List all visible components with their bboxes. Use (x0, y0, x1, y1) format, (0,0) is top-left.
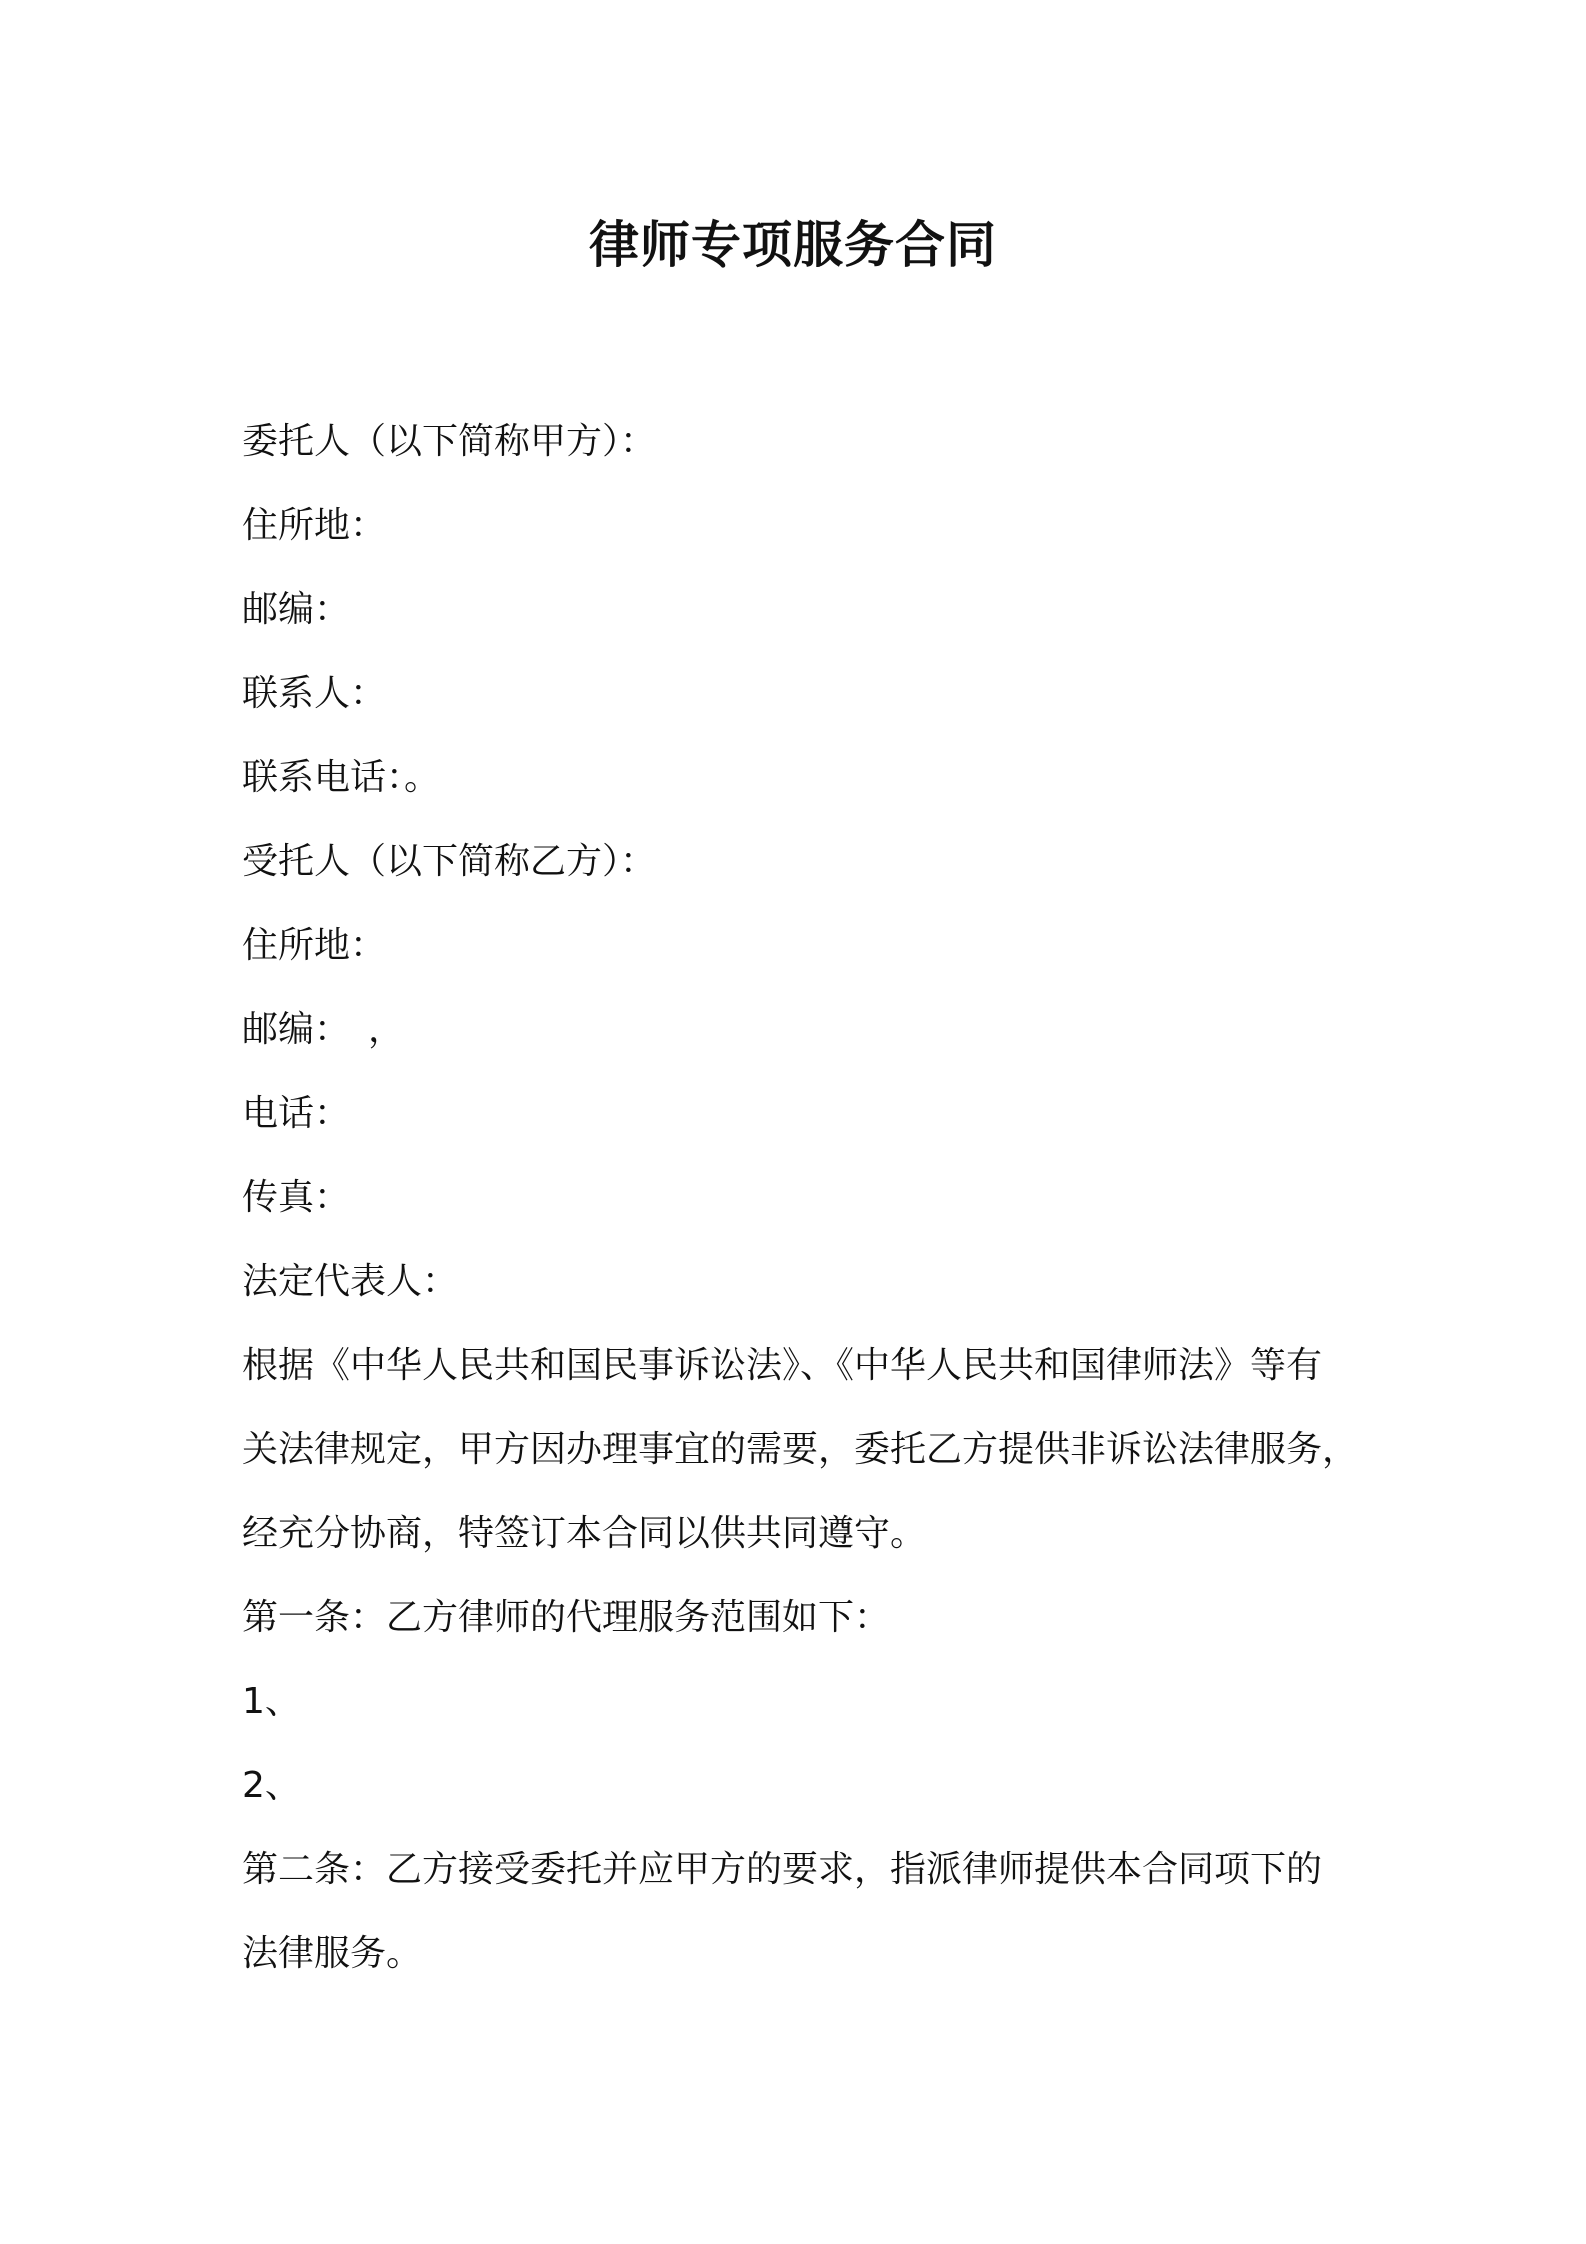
document-body (242, 400, 1359, 1996)
field-client-phone: 联系电话：。 (242, 757, 441, 798)
field-client: 委托人（以下简称甲方）： (242, 421, 657, 462)
field-trustee-postcode: 邮编： ， (242, 1009, 405, 1050)
article-2-line-2: 法律服务。 (242, 1933, 423, 1974)
field-trustee-fax: 传真： (242, 1177, 351, 1218)
document-title: 律师专项服务合同 (589, 216, 997, 274)
article-1-item-2: 2、 (242, 1765, 301, 1806)
field-trustee-phone: 电话： (242, 1093, 351, 1134)
preamble-line-1: 根据《中华人民共和国民事诉讼法》、《中华人民共和国律师法》等有 (242, 1345, 1323, 1386)
field-trustee: 受托人（以下简称乙方）： (242, 841, 657, 882)
article-1-item-1: 1、 (242, 1681, 301, 1722)
preamble-line-2: 关法律规定，甲方因办理事宜的需要，委托乙方提供非诉讼法律服务， (242, 1429, 1359, 1470)
field-trustee-address: 住所地： (242, 925, 387, 966)
field-client-address: 住所地： (242, 505, 387, 546)
article-2-line-1: 第二条：乙方接受委托并应甲方的要求，指派律师提供本合同项下的 (242, 1849, 1323, 1890)
field-legal-representative: 法定代表人： (242, 1261, 459, 1302)
article-1-heading: 第一条：乙方律师的代理服务范围如下： (242, 1597, 891, 1638)
field-client-contact: 联系人： (242, 673, 387, 714)
field-client-postcode: 邮编： (242, 589, 351, 630)
preamble-line-3: 经充分协商，特签订本合同以供共同遵守。 (242, 1513, 927, 1554)
